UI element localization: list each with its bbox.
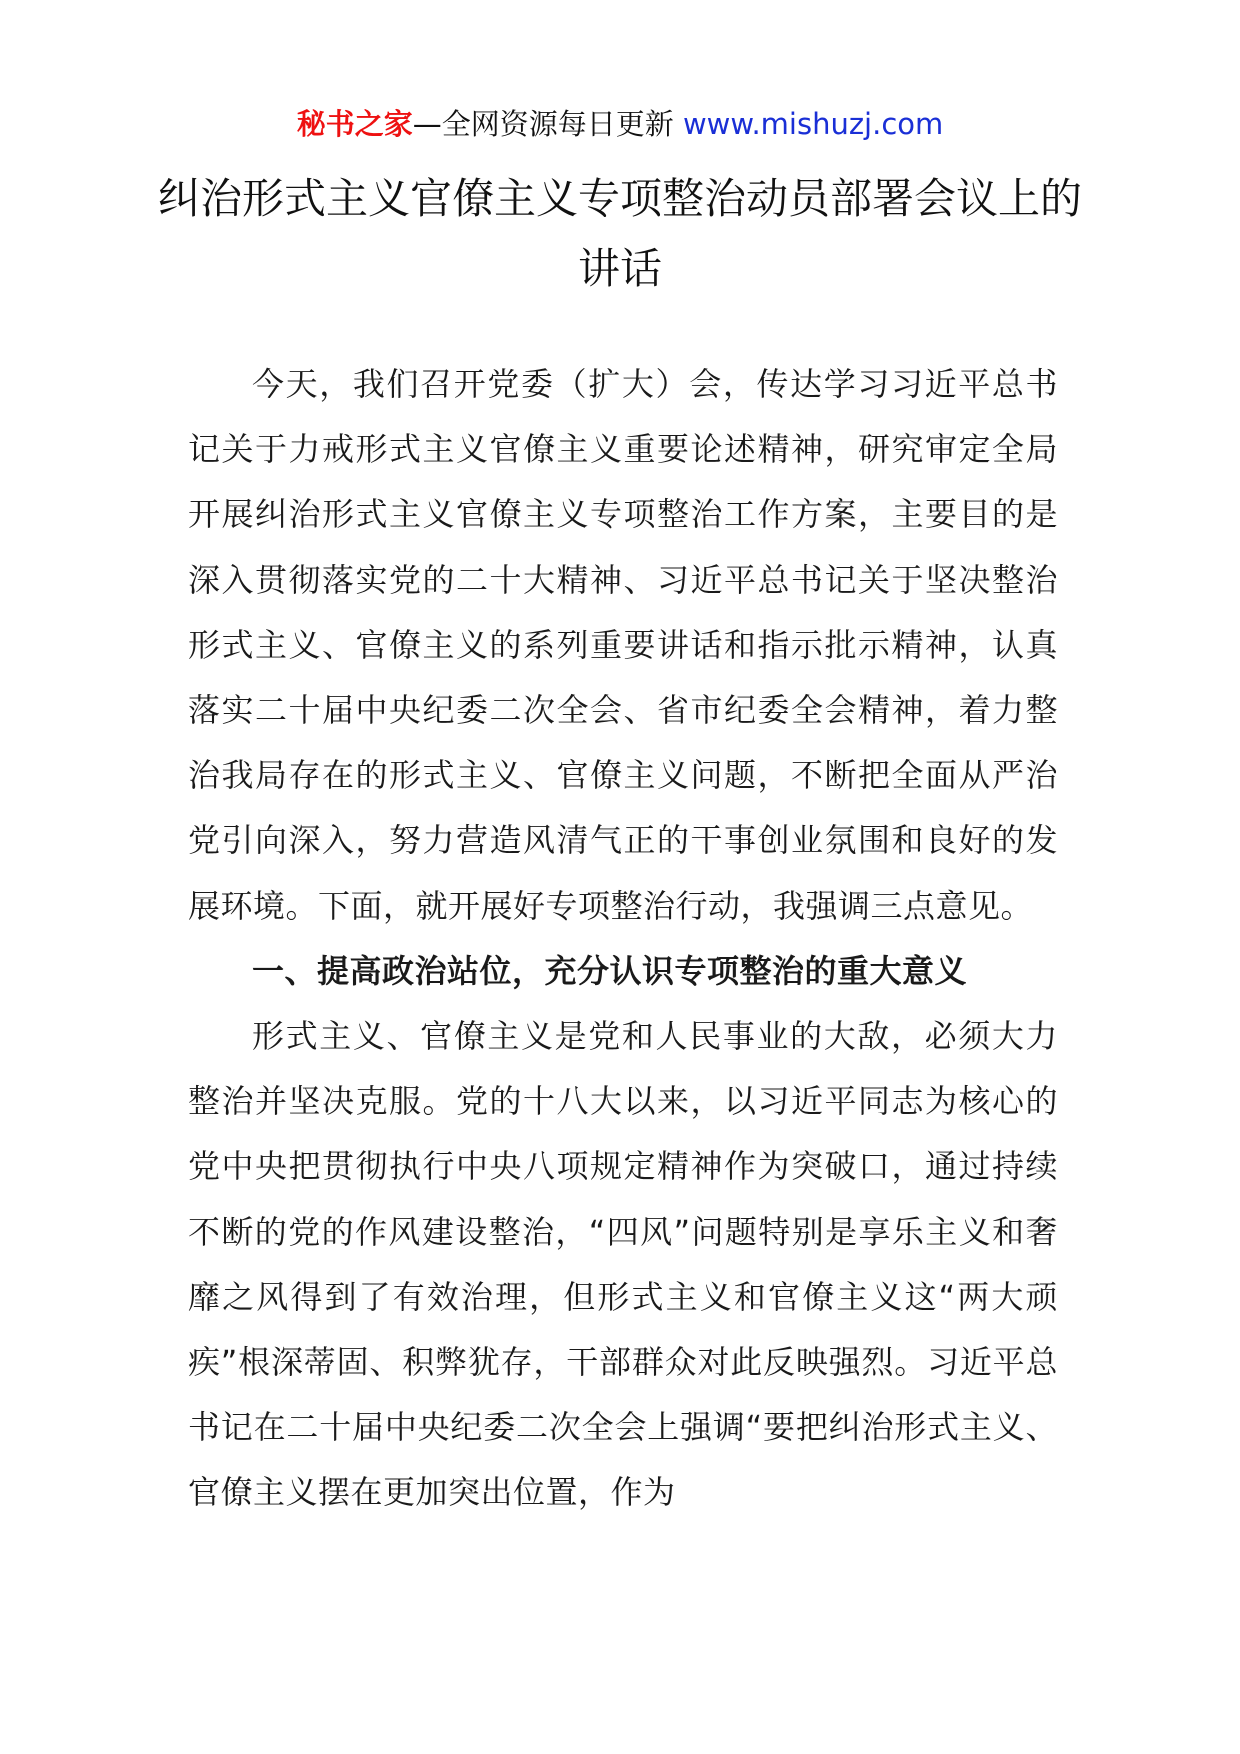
site-tagline: 全网资源每日更新	[441, 107, 674, 141]
body-paragraph: 形式主义、官僚主义是党和人民事业的大敌，必须大力整治并坚决克服。党的十八大以来，以习近平同志为核心的党中央把贯彻执行中央八项规定精神作为突破口，通过持续不断的党的作风建设整治，“四风”问题特别是享乐主义和奢靡之风得到了有效治理，但形式主义和官僚主义这“两大顽疾”根深蒂固、积弊犹存，干部群众对此反映强烈。习近平总书记在二十届中央纪委二次全会上强调“要把纠治形式主义、官僚主义摆在更加突出位置，作为	[188, 1017, 1058, 1512]
site-url-link[interactable]: www.mishuzj.com	[682, 107, 944, 141]
document-title: 纠治形式主义官僚主义专项整治动员部署会议上的讲话	[157, 174, 1082, 293]
header-dash: —	[412, 107, 442, 141]
site-brand: 秘书之家	[296, 107, 413, 141]
section-heading: 一、提高政治站位，充分认识专项整治的重大意义	[252, 951, 968, 990]
site-header	[0, 100, 1240, 148]
document-body	[188, 352, 1058, 1526]
body-paragraph: 今天，我们召开党委（扩大）会，传达学习习近平总书记关于力戒形式主义官僚主义重要论述精神，研究审定全局开展纠治形式主义官僚主义专项整治工作方案，主要目的是深入贯彻落实党的二十大精神、习近平总书记关于坚决整治形式主义、官僚主义的系列重要讲话和指示批示精神，认真落实二十届中央纪委二次全会、省市纪委全会精神，着力整治我局存在的形式主义、官僚主义问题，不断把全面从严治党引向深入，努力营造风清气正的干事创业氛围和良好的发展环境。下面，就开展好专项整治行动，我强调三点意见。	[188, 365, 1058, 925]
